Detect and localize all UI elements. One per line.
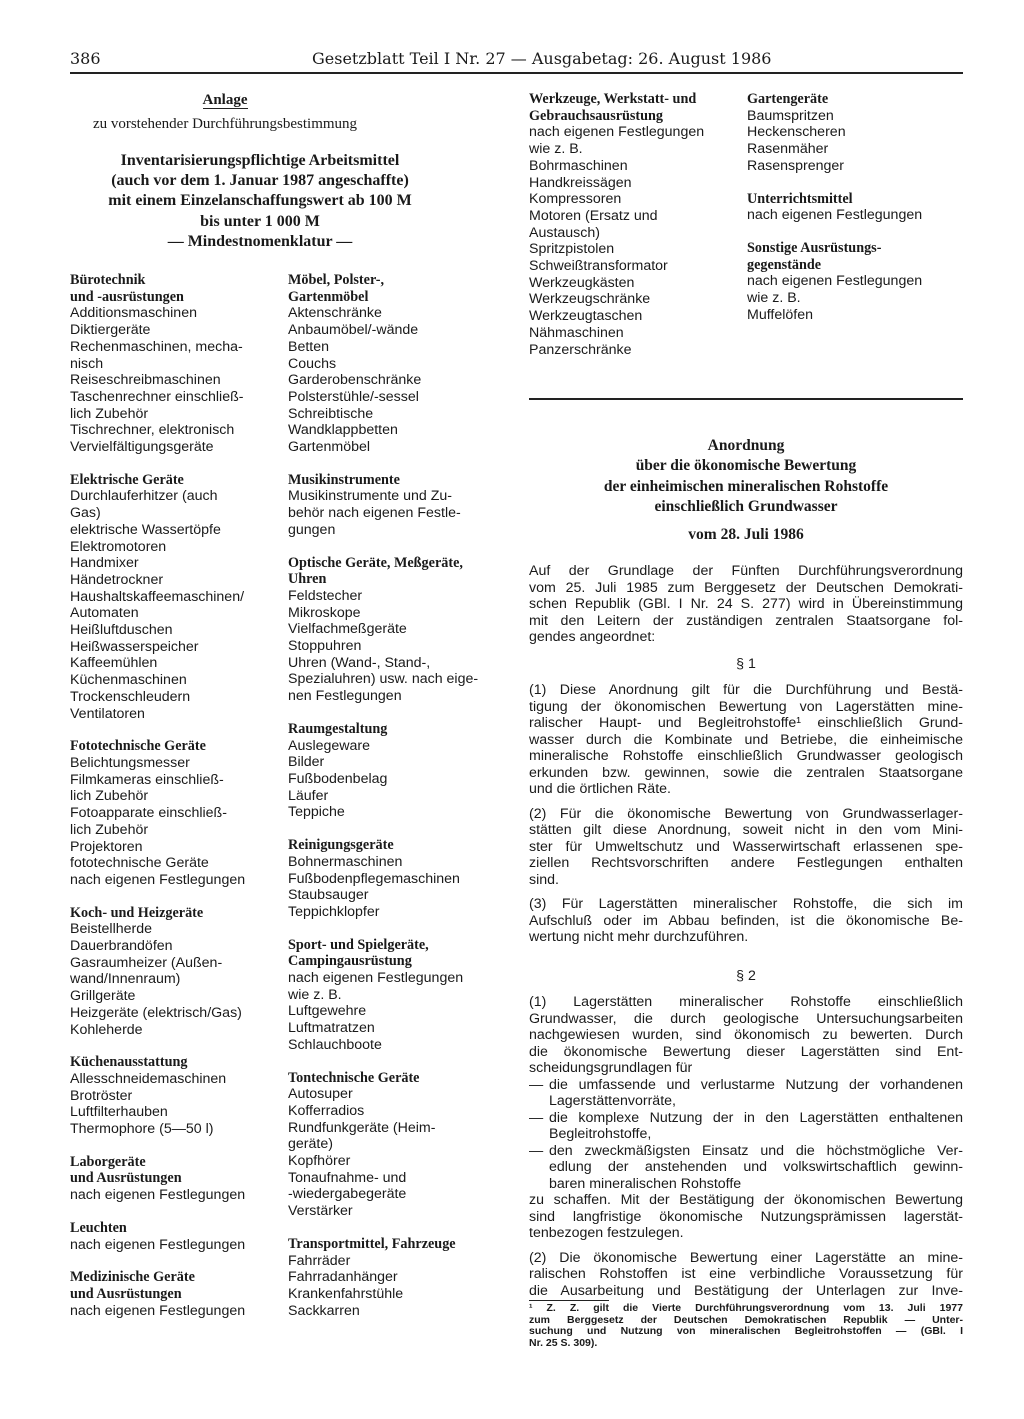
category-heading: Gebrauchsausrüstung <box>529 107 664 124</box>
category-section <box>70 738 280 888</box>
category-item: Küchenmaschinen <box>70 672 187 689</box>
category-item: Taschenrechner einschließ- <box>70 388 244 405</box>
paragraph-line: ralischen Rohstoffen ist eine verbindliche Voraussetzung für <box>529 1266 963 1282</box>
paragraph-line: wertung nicht mehr durchzuführen. <box>529 929 749 945</box>
bullet-dash: — <box>529 1076 544 1093</box>
category-column-3 <box>529 91 739 374</box>
category-section <box>288 837 503 921</box>
footnote-line: ¹ Z. Z. gilt die Vierte Durchführungsverordnung vom 13. Juli 1977 <box>529 1302 963 1314</box>
category-item: Fußbodenpflegemaschinen <box>288 870 460 887</box>
category-heading: Campingausrüstung <box>288 953 412 970</box>
paragraph-line: zu schaffen. Mit der Bestätigung der ökonomischen Bewertung <box>529 1192 963 1208</box>
category-item: Motoren (Ersatz und <box>529 207 658 224</box>
category-item: wie z. B. <box>529 141 583 158</box>
paragraph-1-2 <box>529 806 963 889</box>
paragraph-line: und die örtlichen Räte. <box>529 781 671 797</box>
paragraph-line: ster für Umweltschutz und Wasserwirtschaft erlassenen spe- <box>529 838 963 855</box>
category-column-2 <box>288 272 503 1335</box>
category-item: nach eigenen Festlegungen <box>747 273 923 290</box>
paragraph-1-3 <box>529 896 963 946</box>
category-heading: Werkzeuge, Werkstatt- und <box>529 91 697 107</box>
category-item: nen Festlegungen <box>288 688 402 705</box>
category-section <box>288 1070 503 1220</box>
category-heading: Möbel, Polster-, <box>288 272 384 288</box>
category-item: Spezialuhren) usw. nach eige- <box>288 671 479 688</box>
inventory-title-line: Inventarisierungspflichtige Arbeitsmittel <box>120 152 400 169</box>
category-section <box>70 272 280 456</box>
bullet-item <box>529 1143 963 1193</box>
category-item: geräte) <box>288 1136 333 1153</box>
category-item: nach eigenen Festlegungen <box>529 124 705 141</box>
category-item: Beistellherde <box>70 921 153 938</box>
bullet-line: edlung der anstehenden und volkswirtschaftlich gewinn- <box>549 1159 963 1175</box>
anordnung-body <box>529 563 963 1307</box>
category-heading: Reinigungsgeräte <box>288 837 394 854</box>
paragraph-line: sind. <box>529 871 559 888</box>
category-item: Tonaufnahme- und <box>288 1169 407 1186</box>
category-heading: Tontechnische Geräte <box>288 1069 420 1086</box>
category-item: Bohnermaschinen <box>288 853 403 870</box>
paragraph-line: stätten gilt diese Anordnung, soweit nicht in den vom Mini- <box>529 822 963 838</box>
category-item: Werkzeugkästen <box>529 274 635 291</box>
category-item: Schlauchboote <box>288 1036 382 1053</box>
paragraph-line: gendes angeordnet: <box>529 629 656 645</box>
category-heading: Fototechnische Geräte <box>70 738 206 755</box>
category-item: Tischrechner, elektronisch <box>70 422 235 439</box>
category-section <box>70 1154 280 1204</box>
bullet-item <box>529 1110 963 1143</box>
category-item: Spritzpistolen <box>529 241 615 258</box>
category-item: Rechenmaschinen, mecha- <box>70 338 243 355</box>
category-item: wie z. B. <box>747 290 801 307</box>
paragraph-line: (2) Die ökonomische Bewertung einer Lagerstätte an mine- <box>529 1249 963 1266</box>
category-heading: Uhren <box>288 571 327 588</box>
paragraph-line: Auf der Grundlage der Fünften Durchführungsverordnung <box>529 563 963 579</box>
category-heading: Gartengeräte <box>747 91 829 107</box>
category-item: Filmkameras einschließ- <box>70 771 224 788</box>
category-item: Durchlauferhitzer (auch <box>70 488 218 505</box>
category-item: Automaten <box>70 605 139 622</box>
bullet-item <box>529 1077 963 1110</box>
category-section <box>529 91 739 358</box>
category-item: Fahrräder <box>288 1252 351 1269</box>
page-number: 386 <box>70 49 101 68</box>
category-item: Schreibtische <box>288 405 374 422</box>
category-section <box>70 1269 280 1319</box>
category-item: Rasensprenger <box>747 157 845 174</box>
category-item: Bilder <box>288 754 325 771</box>
category-item: Nähmaschinen <box>529 324 624 341</box>
category-item: Panzerschränke <box>529 341 632 358</box>
paragraph-line: (1) Lagerstätten mineralischer Rohstoffe einschließlich <box>529 994 963 1010</box>
paragraph-line: sind langfristige ökonomische Nutzungsprämissen lagerstät- <box>529 1208 963 1225</box>
paragraph-line: (1) Diese Anordnung gilt für die Durchführung und Bestä- <box>529 682 963 698</box>
category-section <box>70 1220 280 1253</box>
category-item: Kofferradios <box>288 1102 365 1119</box>
paragraph-2-1-end <box>529 1192 963 1242</box>
anlage-title <box>0 92 450 109</box>
bullet-text <box>549 1077 963 1110</box>
category-heading: gegenstände <box>747 256 822 273</box>
category-item: Luftfilterhauben <box>70 1104 168 1121</box>
category-item: Stoppuhren <box>288 638 362 655</box>
footnote-rule <box>529 1300 609 1301</box>
category-item: Sackkarren <box>288 1302 360 1319</box>
category-heading: Sonstige Ausrüstungs- <box>747 239 882 256</box>
paragraph-line: (2) Für die ökonomische Bewertung von Grundwasserlager- <box>529 805 963 822</box>
category-item: lich Zubehör <box>70 405 149 422</box>
category-item: Rasenmäher <box>747 141 829 158</box>
category-item: Staubsauger <box>288 887 369 904</box>
category-heading: Unterrichtsmittel <box>747 190 853 207</box>
category-item: Kohleherde <box>70 1021 143 1038</box>
category-item: Reiseschreibmaschinen <box>70 372 221 389</box>
category-item: Dauerbrandöfen <box>70 938 173 955</box>
category-item: wie z. B. <box>288 986 342 1003</box>
category-section <box>70 905 280 1039</box>
category-item: Handkreissägen <box>529 174 632 191</box>
inventory-title <box>0 151 520 252</box>
category-section <box>747 191 962 224</box>
bullet-line: baren mineralischen Rohstoffe <box>549 1175 742 1192</box>
category-item: Diktiergeräte <box>70 322 151 339</box>
category-section <box>288 272 503 456</box>
category-heading: und -ausrüstungen <box>70 288 184 305</box>
category-section <box>70 1054 280 1138</box>
paragraph-line: tigung der ökonomischen Bewertung von Lagerstätten mine- <box>529 698 963 715</box>
category-item: Auslegeware <box>288 737 371 754</box>
inventory-title-line: — Mindestnomenklatur — <box>167 232 353 250</box>
category-item: Wandklappbetten <box>288 422 398 439</box>
paragraph-1-1 <box>529 682 963 798</box>
category-section <box>288 555 503 705</box>
anordnung-title-line: über die ökonomische Bewertung <box>635 457 857 475</box>
anordnung-title-line: Anordnung <box>707 437 785 454</box>
category-section <box>288 1236 503 1320</box>
category-item: Belichtungsmesser <box>70 754 190 771</box>
category-heading: Elektrische Geräte <box>70 471 184 488</box>
category-item: Fotoapparate einschließ- <box>70 805 227 822</box>
section-heading: § 1 <box>736 655 756 672</box>
category-item: Thermophore (5—50 l) <box>70 1121 214 1138</box>
category-item: gungen <box>288 521 336 538</box>
paragraph-line: erkunden bzw. gewinnen, sowie die zentralen Staatsorgane <box>529 764 963 781</box>
intro-paragraph <box>529 563 963 646</box>
category-item: nach eigenen Festlegungen <box>747 207 923 224</box>
paragraph-line: Aufschluß oder im Abbau befinden, ist die ökonomische Be- <box>529 912 963 929</box>
section-heading: § 2 <box>736 967 756 984</box>
category-column-1 <box>70 272 280 1335</box>
category-item: nisch <box>70 355 104 372</box>
category-item: Händetrockner <box>70 571 164 588</box>
category-heading: Musikinstrumente <box>288 471 400 488</box>
category-item: Muffelöfen <box>747 306 813 323</box>
category-item: nach eigenen Festlegungen <box>70 1187 246 1204</box>
category-item: Betten <box>288 338 330 355</box>
category-item: Bohrmaschinen <box>529 157 628 174</box>
category-item: Baumspritzen <box>747 107 834 124</box>
category-item: Gasraumheizer (Außen- <box>70 954 223 971</box>
category-item: Luftmatratzen <box>288 1020 375 1037</box>
category-item: nach eigenen Festlegungen <box>70 1302 246 1319</box>
category-item: behör nach eigenen Festle- <box>288 505 461 522</box>
category-heading: Koch- und Heizgeräte <box>70 904 204 921</box>
category-item: Trockenschleudern <box>70 688 191 705</box>
anlage-subtitle: zu vorstehender Durchführungsbestimmung <box>92 116 358 132</box>
category-heading: Transportmittel, Fahrzeuge <box>288 1235 456 1252</box>
category-item: Additionsmaschinen <box>70 305 197 322</box>
category-item: Ventilatoren <box>70 705 145 722</box>
footnote <box>529 1303 963 1349</box>
category-heading: Raumgestaltung <box>288 720 388 737</box>
category-item: Heißwasserspeicher <box>70 638 199 655</box>
anordnung-title-line: der einheimischen mineralischen Rohstoffe <box>603 477 889 495</box>
bullet-line: die komplexe Nutzung der in den Lagerstätten enthaltenen <box>549 1109 963 1126</box>
category-item: Brotröster <box>70 1087 133 1104</box>
category-item: nach eigenen Festlegungen <box>70 871 246 888</box>
category-heading: Optische Geräte, Meßgeräte, <box>288 554 463 571</box>
paragraph-line: die Ausarbeitung und Bestätigung der Unterlagen zur Inve- <box>529 1282 963 1299</box>
category-item: Gas) <box>70 505 101 522</box>
category-item: Aktenschränke <box>288 305 382 322</box>
category-item: Polsterstühle/-sessel <box>288 388 419 405</box>
paragraph-line: nachgewiesen wurden, sind ökonomisch zu bewerten. Durch <box>529 1027 963 1043</box>
paragraph-2-2 <box>529 1250 963 1300</box>
category-item: elektrische Wassertöpfe <box>70 521 221 538</box>
category-item: lich Zubehör <box>70 788 149 805</box>
inventory-title-line: mit einem Einzelanschaffungswert ab 100 M <box>108 192 412 210</box>
category-item: Kopfhörer <box>288 1153 351 1170</box>
category-item: fototechnische Geräte <box>70 855 209 872</box>
bullet-dash: — <box>529 1109 544 1126</box>
inventory-title-line: bis unter 1 000 M <box>200 212 320 230</box>
category-item: Vervielfältigungsgeräte <box>70 439 214 456</box>
category-item: Projektoren <box>70 838 143 855</box>
bullet-line: den zweckmäßigsten Einsatz und die höchstmögliche Ver- <box>549 1142 963 1159</box>
paragraph-line: wasser durch die Kombinate und Betriebe, die einheimische <box>529 731 963 748</box>
bullet-line: Lagerstättenvorräte, <box>549 1093 676 1109</box>
category-item: wand/Innenraum) <box>70 971 181 988</box>
category-item: Musikinstrumente und Zu- <box>288 488 453 505</box>
category-heading: Sport- und Spielgeräte, <box>288 936 429 953</box>
category-item: Werkzeugschränke <box>529 291 651 308</box>
category-item: nach eigenen Festlegungen <box>70 1236 246 1253</box>
paragraph-line: ralischer Haupt- und Begleitrohstoffe¹ einschließlich Grund- <box>529 715 963 731</box>
category-item: Couchs <box>288 355 337 372</box>
bullet-line: die umfassende und verlustarme Nutzung der vorhandenen <box>549 1076 963 1093</box>
category-item: Autosuper <box>288 1086 353 1103</box>
category-column-4 <box>747 91 962 339</box>
category-item: Haushaltskaffeemaschinen/ <box>70 588 245 605</box>
bullet-dash: — <box>529 1142 544 1159</box>
category-heading: Medizinische Geräte <box>70 1269 195 1286</box>
category-section <box>288 721 503 821</box>
anlage-title-text: Anlage <box>202 92 248 108</box>
category-item: Läufer <box>288 787 329 804</box>
paragraph-line: vom 25. Juli 1985 zum Berggesetz der Deutschen Demokrati- <box>529 579 963 596</box>
header-rule <box>70 72 963 74</box>
category-item: Luftgewehre <box>288 1003 367 1020</box>
category-heading: Bürotechnik <box>70 272 146 288</box>
category-heading: Gartenmöbel <box>288 288 369 305</box>
category-heading: Küchenausstattung <box>70 1054 188 1071</box>
category-item: Rundfunkgeräte (Heim- <box>288 1119 436 1136</box>
category-item: Heißluftduschen <box>70 622 173 639</box>
category-item: Grillgeräte <box>70 988 136 1005</box>
anordnung-date: vom 28. Juli 1986 <box>688 526 804 544</box>
footnote-line: Nr. 25 S. 309). <box>529 1336 598 1349</box>
category-item: Heizgeräte (elektrisch/Gas) <box>70 1004 242 1021</box>
category-section <box>70 472 280 723</box>
category-item: Elektromotoren <box>70 538 167 555</box>
page-header-title: Gesetzblatt Teil I Nr. 27 — Ausgabetag: 26. August 1986 <box>312 49 772 68</box>
category-item: Krankenfahrstühle <box>288 1285 404 1302</box>
paragraph-2-1 <box>529 994 963 1077</box>
category-item: Fußbodenbelag <box>288 770 388 787</box>
anordnung-heading <box>529 436 963 545</box>
category-item: Werkzeugtaschen <box>529 308 643 325</box>
category-item: Fahrradanhänger <box>288 1269 398 1286</box>
category-heading: und Ausrüstungen <box>70 1285 182 1302</box>
category-item: Allesschneidemaschinen <box>70 1070 227 1087</box>
category-heading: Leuchten <box>70 1219 127 1236</box>
category-item: Feldstecher <box>288 587 363 604</box>
category-section <box>288 472 503 539</box>
category-item: Vielfachmeßgeräte <box>288 621 407 638</box>
paragraph-line: tenbezogen festzulegen. <box>529 1225 684 1241</box>
bullet-line: Begleitrohstoffe, <box>549 1126 652 1142</box>
category-section <box>747 240 962 324</box>
category-heading: Laborgeräte <box>70 1153 146 1170</box>
category-item: Teppiche <box>288 804 345 821</box>
bullet-text <box>549 1143 963 1193</box>
bullet-text <box>549 1110 963 1143</box>
category-item: Teppichklopfer <box>288 903 380 920</box>
category-item: Austausch) <box>529 224 600 241</box>
paragraph-line: die ökonomische Bewertung dieser Lagerstätten sind Ent- <box>529 1043 963 1060</box>
category-item: Anbaumöbel/-wände <box>288 322 419 339</box>
category-section <box>747 91 962 175</box>
category-item: Kaffeemühlen <box>70 655 158 672</box>
section-divider <box>529 398 963 400</box>
paragraph-line: scheidungsgrundlagen für <box>529 1060 693 1076</box>
footnote-line: zum Berggesetz der Deutschen Demokratischen Republik — Unter- <box>529 1313 963 1326</box>
category-item: Kompressoren <box>529 191 622 208</box>
category-section <box>288 937 503 1054</box>
category-item: Uhren (Wand-, Stand-, <box>288 654 431 671</box>
paragraph-line: ziellen Rechtsvorschriften andere Festlegungen enthalten <box>529 855 963 871</box>
paragraph-line: mineralische Rohstoffe einschließlich Grundwasser geologisch <box>529 748 963 764</box>
paragraph-line: mit den Leitern der zuständigen zentralen Staatsorgane fol- <box>529 612 963 629</box>
paragraph-line: Grundwasser, die durch geologische Untersuchungsarbeiten <box>529 1010 963 1027</box>
category-item: Heckenscheren <box>747 124 846 141</box>
paragraph-line: schen Republik (GBl. I Nr. 24 S. 277) wird in Übereinstimmung <box>529 596 963 612</box>
category-item: Garderobenschränke <box>288 372 422 389</box>
inventory-title-line: (auch vor dem 1. Januar 1987 angeschaffte) <box>111 172 409 190</box>
anordnung-title-line: einschließlich Grundwasser <box>654 497 838 515</box>
category-item: lich Zubehör <box>70 821 149 838</box>
category-item: Gartenmöbel <box>288 439 371 456</box>
category-item: Handmixer <box>70 555 139 572</box>
category-item: Mikroskope <box>288 604 361 621</box>
category-heading: und Ausrüstungen <box>70 1170 182 1187</box>
category-item: nach eigenen Festlegungen <box>288 970 464 987</box>
footnote-line: suchung und Nutzung von mineralischen Begleitrohstoffen — (GBl. I <box>529 1325 963 1337</box>
category-item: Schweißtransformator <box>529 258 668 275</box>
category-item: -wiedergabegeräte <box>288 1186 407 1203</box>
paragraph-line: (3) Für Lagerstätten mineralischer Rohstoffe, die sich im <box>529 896 963 912</box>
category-item: Verstärker <box>288 1203 353 1220</box>
